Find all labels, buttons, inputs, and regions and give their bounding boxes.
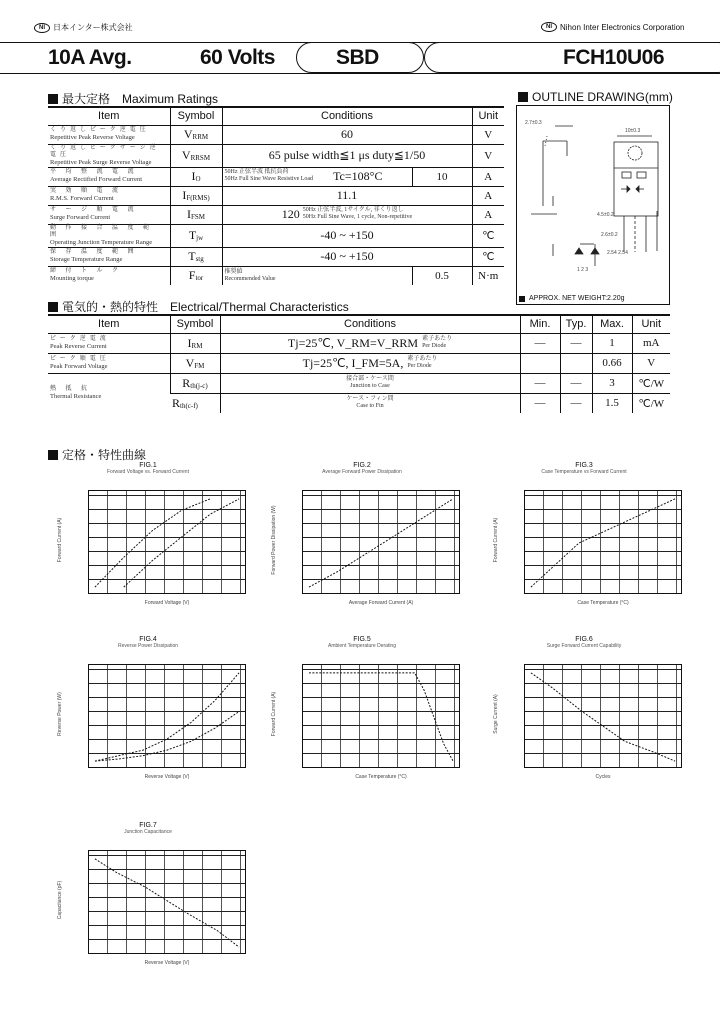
chart-fig-7 bbox=[48, 822, 248, 982]
typ-cell bbox=[560, 353, 592, 373]
square-bullet-icon bbox=[48, 302, 58, 312]
chart-title: FIG.2 bbox=[353, 462, 371, 469]
max-ratings-table bbox=[48, 106, 504, 285]
curves-title-text: 定格・特性曲線 bbox=[62, 448, 147, 462]
condition-note-jp: 50Hz 正弦半波, 1サイクル, 非くり返し bbox=[302, 207, 404, 213]
item-en: Thermal Resistance bbox=[50, 392, 102, 400]
symbol-subscript: RRSM bbox=[190, 154, 211, 162]
col-item: Item bbox=[48, 107, 170, 125]
typ-cell: — bbox=[560, 393, 592, 413]
chart-subtitle: Surge Forward Current Capability bbox=[546, 643, 622, 649]
unit-cell: ℃ bbox=[472, 247, 504, 266]
condition-note-jp: 50Hz 正弦半波 抵抗負荷 bbox=[224, 169, 289, 175]
table-row bbox=[48, 266, 504, 285]
table-row bbox=[48, 224, 504, 247]
outline-title-text: OUTLINE DRAWING(mm) bbox=[532, 90, 673, 104]
condition-cell bbox=[222, 224, 472, 247]
svg-text:4.5±0.2: 4.5±0.2 bbox=[597, 212, 614, 218]
condition-cell bbox=[222, 125, 472, 144]
symbol: R bbox=[172, 395, 181, 410]
chart-fig-1 bbox=[48, 462, 248, 622]
max-cell: 3 bbox=[592, 373, 632, 393]
condition-value: 60 bbox=[341, 127, 353, 141]
x-axis-label: Reverse Voltage (V) bbox=[144, 960, 190, 966]
condition-note-jp: 素子あたり bbox=[407, 355, 438, 362]
unit-cell: V bbox=[472, 125, 504, 144]
col-conditions: Conditions bbox=[222, 107, 472, 125]
part-number: FCH10U06 bbox=[563, 45, 665, 69]
typ-cell: — bbox=[560, 373, 592, 393]
title-banner bbox=[0, 42, 720, 74]
symbol-cell bbox=[170, 333, 220, 353]
chart-subtitle: Reverse Power Dissipation bbox=[117, 643, 179, 649]
symbol-subscript: FSM bbox=[190, 213, 205, 221]
symbol-subscript: jw bbox=[196, 234, 204, 242]
condition-note bbox=[225, 169, 314, 183]
condition-note bbox=[407, 356, 437, 370]
symbol: T bbox=[188, 249, 196, 263]
min-cell: — bbox=[520, 373, 560, 393]
item-en: Mounting torque bbox=[50, 275, 94, 283]
condition-cell bbox=[222, 167, 412, 186]
max-cell: 1 bbox=[592, 333, 632, 353]
condition-note bbox=[303, 207, 412, 221]
chart-subtitle: Junction Capacitance bbox=[124, 829, 172, 835]
svg-text:2.7±0.3: 2.7±0.3 bbox=[525, 120, 542, 126]
condition-value: 120 bbox=[281, 207, 300, 221]
symbol-cell bbox=[170, 373, 220, 393]
y-axis-label: Forward Current (A) bbox=[57, 517, 63, 563]
ni-logo-icon: NI bbox=[34, 23, 50, 33]
condition-note-en: Per Diode bbox=[407, 362, 432, 369]
x-axis-label: Forward Voltage (V) bbox=[144, 600, 190, 606]
item-en: Average Rectified Forward Current bbox=[50, 176, 143, 183]
symbol: I bbox=[186, 207, 191, 221]
curve-line-icon bbox=[525, 665, 681, 767]
max-ratings-title bbox=[48, 90, 218, 107]
curve-line-icon bbox=[89, 665, 245, 767]
svg-text:2.6±0.2: 2.6±0.2 bbox=[601, 232, 618, 238]
rated-value: 10 bbox=[412, 167, 472, 186]
y-axis-label: Reverse Power (W) bbox=[57, 692, 63, 736]
condition-note-en: 50Hz Full Sine Wave Resistive Load bbox=[224, 176, 314, 182]
curves-title bbox=[48, 446, 146, 463]
outline-title bbox=[518, 90, 673, 104]
condition-value: 11.1 bbox=[336, 188, 358, 202]
title-en: Electrical/Thermal Characteristics bbox=[170, 299, 349, 314]
chart-fig-5 bbox=[262, 636, 462, 796]
condition-cell bbox=[220, 333, 520, 353]
table-row bbox=[48, 205, 504, 224]
symbol-subscript: O bbox=[195, 175, 201, 183]
logo-left bbox=[34, 22, 133, 33]
col-max: Max. bbox=[592, 315, 632, 333]
unit-cell: ℃ bbox=[472, 224, 504, 247]
table-row bbox=[48, 247, 504, 266]
chart-fig-4 bbox=[48, 636, 248, 796]
symbol-subscript: th(j-c) bbox=[190, 381, 208, 390]
chart-subtitle: Case Temperature vs Forward Current bbox=[541, 469, 627, 475]
item-cell bbox=[48, 247, 170, 266]
condition-value: -40 ~ +150 bbox=[320, 249, 374, 263]
condition-note-en: Per Diode bbox=[422, 342, 447, 349]
item-cell bbox=[48, 144, 170, 167]
title-en: Maximum Ratings bbox=[122, 91, 219, 106]
item-jp: 締 付 ト ル ク bbox=[50, 268, 123, 275]
item-en: Repetitive Peak Surge Reverse Voltage bbox=[50, 158, 152, 166]
chart-subtitle: Average Forward Power Dissipation bbox=[322, 469, 402, 475]
symbol-subscript: stg bbox=[195, 255, 204, 263]
item-en: R.M.S. Forward Current bbox=[50, 195, 114, 202]
max-cell: 0.66 bbox=[592, 353, 632, 373]
item-cell bbox=[48, 205, 170, 224]
symbol: I bbox=[182, 188, 187, 202]
item-cell bbox=[48, 333, 170, 353]
item-cell bbox=[48, 353, 170, 373]
col-symbol: Symbol bbox=[170, 315, 220, 333]
item-jp: サ ー ジ 順 電 流 bbox=[50, 207, 138, 213]
chart-title: FIG.4 bbox=[139, 636, 157, 643]
chart-title: FIG.5 bbox=[353, 636, 371, 643]
symbol-subscript: RM bbox=[191, 341, 203, 350]
symbol-cell bbox=[170, 167, 222, 186]
title-jp: 電気的・熱的特性 bbox=[62, 300, 159, 314]
item-cell bbox=[48, 125, 170, 144]
item-en: Peak Forward Voltage bbox=[50, 362, 108, 370]
plot-area bbox=[88, 664, 246, 768]
table-row bbox=[48, 353, 670, 373]
symbol: F bbox=[188, 268, 196, 283]
min-cell bbox=[520, 353, 560, 373]
condition-cell bbox=[222, 144, 472, 167]
elec-thermal-title bbox=[48, 298, 349, 315]
ni-logo-icon: NI bbox=[541, 22, 557, 32]
condition-value: 65 pulse width≦1 μs duty≦1/50 bbox=[268, 148, 426, 162]
condition-cell bbox=[220, 393, 520, 413]
table-row bbox=[48, 186, 504, 205]
col-min: Min. bbox=[520, 315, 560, 333]
plot-area bbox=[302, 490, 460, 594]
y-axis-label: Forward Current (A) bbox=[271, 691, 277, 737]
unit-cell: mA bbox=[632, 333, 670, 353]
x-axis-label: Average Forward Current (A) bbox=[348, 600, 414, 606]
condition-cell bbox=[222, 186, 472, 205]
symbol-cell bbox=[170, 224, 222, 247]
condition-note-en: Junction to Case bbox=[350, 383, 390, 389]
condition-cell bbox=[222, 266, 412, 285]
symbol: V bbox=[183, 127, 193, 141]
current-rating: 10A Avg. bbox=[48, 45, 132, 69]
x-axis-label: Case Temperature (°C) bbox=[355, 774, 407, 780]
rated-value: 0.5 bbox=[412, 266, 472, 285]
symbol-cell bbox=[170, 353, 220, 373]
symbol: I bbox=[187, 335, 192, 350]
item-en: Surge Forward Current bbox=[50, 214, 111, 221]
item-en: Peak Reverse Current bbox=[50, 342, 107, 350]
svg-text:1 2 3: 1 2 3 bbox=[577, 267, 589, 273]
weight-text: APPROX. NET WEIGHT:2.20g bbox=[529, 295, 625, 302]
unit-cell: A bbox=[472, 186, 504, 205]
square-bullet-icon bbox=[48, 450, 58, 460]
square-bullet-icon bbox=[48, 94, 58, 104]
typ-cell: — bbox=[560, 333, 592, 353]
condition-note bbox=[225, 269, 276, 283]
condition-value: Tj=25℃, I_FM=5A, bbox=[302, 355, 404, 370]
symbol-cell bbox=[170, 144, 222, 167]
item-cell bbox=[48, 266, 170, 285]
chart-fig-6 bbox=[484, 636, 684, 796]
unit-cell: ℃/W bbox=[632, 393, 670, 413]
condition-value: Tj=25℃, V_RM=V_RRM bbox=[287, 335, 419, 350]
condition-value: -40 ~ +150 bbox=[320, 228, 374, 242]
outline-drawing bbox=[516, 105, 670, 305]
condition-note bbox=[422, 336, 452, 350]
item-jp: 動 作 接 合 温 度 範 囲 bbox=[50, 224, 154, 238]
plot-area bbox=[524, 490, 682, 594]
item-jp: 熱 抵 抗 bbox=[50, 385, 92, 392]
company-name-jp: 日本インター株式会社 bbox=[53, 23, 133, 32]
plot-area bbox=[88, 850, 246, 954]
condition-cell bbox=[220, 373, 520, 393]
plot-area bbox=[88, 490, 246, 594]
condition-note-en: Recommended Value bbox=[224, 275, 276, 282]
unit-cell: V bbox=[472, 144, 504, 167]
symbol: T bbox=[188, 228, 197, 242]
condition-cell bbox=[220, 353, 520, 373]
item-jp: 保 存 温 度 範 囲 bbox=[50, 249, 138, 255]
condition-note bbox=[346, 376, 394, 390]
symbol-cell bbox=[170, 393, 220, 413]
symbol: I bbox=[191, 169, 196, 183]
col-conditions: Conditions bbox=[220, 315, 520, 333]
symbol-cell bbox=[170, 205, 222, 224]
chart-fig-3 bbox=[484, 462, 684, 622]
symbol: V bbox=[181, 148, 191, 162]
y-axis-label: Capacitance (pF) bbox=[57, 880, 63, 920]
package-drawing-icon bbox=[517, 106, 671, 306]
symbol: V bbox=[185, 355, 195, 370]
curve-line-icon bbox=[525, 491, 681, 593]
unit-cell: A bbox=[472, 167, 504, 186]
symbol-subscript: RRM bbox=[192, 133, 209, 141]
condition-note-jp: ケース・フィン間 bbox=[346, 396, 394, 403]
square-bullet-icon bbox=[518, 92, 528, 102]
curve-line-icon bbox=[303, 491, 459, 593]
condition-note-en: 50Hz Full Sine Wave, 1 cycle, Non-repetitive bbox=[302, 214, 413, 220]
condition-note-jp: 接合部・ケース間 bbox=[346, 376, 394, 382]
max-cell: 1.5 bbox=[592, 393, 632, 413]
table-row bbox=[48, 125, 504, 144]
item-cell bbox=[48, 167, 170, 186]
symbol-subscript: FM bbox=[194, 361, 205, 370]
chart-title: FIG.3 bbox=[575, 462, 593, 469]
elec-thermal-table bbox=[48, 314, 670, 413]
item-jp: 平 均 整 流 電 流 bbox=[50, 169, 138, 175]
item-en: Repetitive Peak Reverse Voltage bbox=[50, 134, 135, 141]
unit-cell: A bbox=[472, 205, 504, 224]
chart-fig-2 bbox=[262, 462, 462, 622]
x-axis-label: Case Temperature (°C) bbox=[577, 600, 629, 606]
chart-subtitle: Forward Voltage vs. Forward Current bbox=[107, 469, 189, 475]
item-cell bbox=[48, 224, 170, 247]
symbol-cell bbox=[170, 266, 222, 285]
unit-cell: ℃/W bbox=[632, 373, 670, 393]
y-axis-label: Surge Current (A) bbox=[493, 694, 499, 734]
item-jp: くり返しピーク逆電圧 bbox=[50, 127, 150, 133]
title-jp: 最大定格 bbox=[62, 92, 111, 106]
item-en: Storage Temperature Range bbox=[50, 256, 123, 263]
symbol-subscript: F(RMS) bbox=[186, 194, 210, 202]
chart-title: FIG.6 bbox=[575, 636, 593, 643]
symbol: R bbox=[182, 375, 191, 390]
item-jp: くり返しピークサージ逆電圧 bbox=[50, 144, 160, 158]
item-jp: ピーク順電圧 bbox=[50, 355, 110, 362]
x-axis-label: Reverse Voltage (V) bbox=[144, 774, 190, 780]
condition-cell bbox=[222, 205, 472, 224]
col-typ: Typ. bbox=[560, 315, 592, 333]
item-cell bbox=[48, 373, 170, 413]
table-row bbox=[48, 333, 670, 353]
condition-note bbox=[346, 396, 393, 410]
chart-subtitle: Ambient Temperature Derating bbox=[328, 643, 396, 649]
symbol-subscript: tor bbox=[195, 274, 204, 283]
voltage-rating: 60 Volts bbox=[200, 45, 275, 69]
plot-area bbox=[302, 664, 460, 768]
item-en: Operating Junction Temperature Range bbox=[50, 238, 153, 246]
plot-area bbox=[524, 664, 682, 768]
square-bullet-icon bbox=[519, 296, 525, 302]
curve-line-icon bbox=[89, 491, 245, 593]
logo-right bbox=[541, 22, 685, 32]
item-cell bbox=[48, 186, 170, 205]
table-row bbox=[48, 373, 670, 393]
col-item: Item bbox=[48, 315, 170, 333]
table-row bbox=[48, 144, 504, 167]
condition-note-jp: 推奨値 bbox=[224, 268, 243, 275]
condition-note-jp: 素子あたり bbox=[422, 335, 453, 342]
company-name-en: Nihon Inter Electronics Corporation bbox=[560, 22, 685, 32]
unit-cell: V bbox=[632, 353, 670, 373]
svg-text:2.54 2.54: 2.54 2.54 bbox=[607, 250, 628, 256]
symbol-cell bbox=[170, 247, 222, 266]
curve-line-icon bbox=[89, 851, 245, 953]
condition-value: Tc=108°C bbox=[333, 169, 383, 183]
weight-note bbox=[519, 295, 625, 302]
item-jp: ピーク逆電流 bbox=[50, 335, 110, 342]
symbol-cell bbox=[170, 186, 222, 205]
col-symbol: Symbol bbox=[170, 107, 222, 125]
col-unit: Unit bbox=[472, 107, 504, 125]
curve-line-icon bbox=[303, 665, 459, 767]
table-row bbox=[48, 167, 504, 186]
symbol-cell bbox=[170, 125, 222, 144]
chart-title: FIG.1 bbox=[139, 462, 157, 469]
condition-cell bbox=[222, 247, 472, 266]
y-axis-label: Forward Power Dissipation (W) bbox=[271, 505, 277, 575]
x-axis-label: Cycles bbox=[595, 774, 611, 780]
min-cell: — bbox=[520, 333, 560, 353]
symbol-subscript: th(c-f) bbox=[180, 401, 198, 410]
col-unit: Unit bbox=[632, 315, 670, 333]
chart-title: FIG.7 bbox=[139, 822, 157, 829]
item-jp: 実 効 順 電 流 bbox=[50, 188, 123, 194]
svg-text:10±0.3: 10±0.3 bbox=[625, 128, 641, 134]
condition-note-en: Case to Fin bbox=[356, 403, 384, 410]
min-cell: — bbox=[520, 393, 560, 413]
device-type: SBD bbox=[336, 45, 379, 69]
unit-cell: N·m bbox=[472, 266, 504, 285]
y-axis-label: Forward Current (A) bbox=[493, 517, 499, 563]
